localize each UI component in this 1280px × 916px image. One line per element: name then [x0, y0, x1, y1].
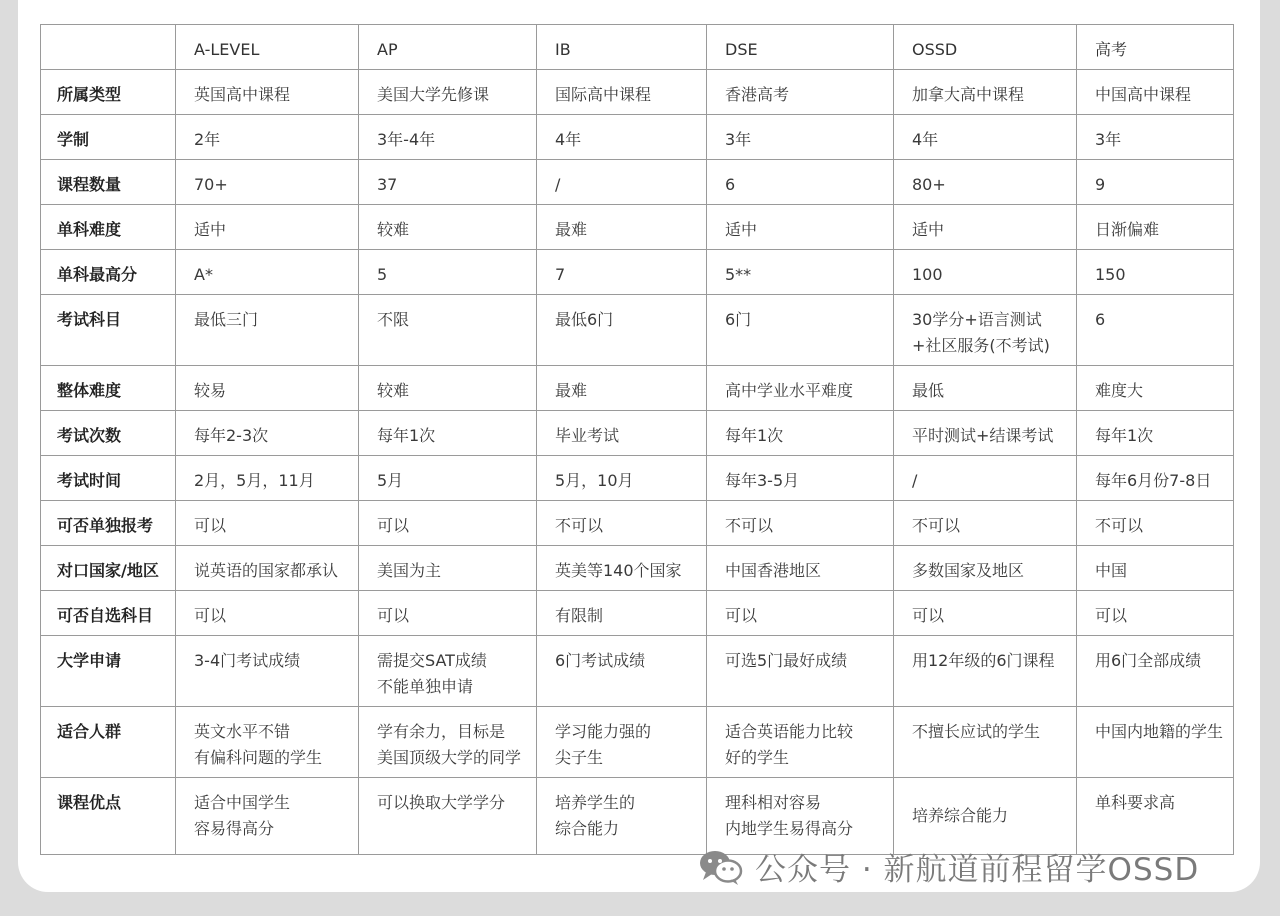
- table-cell: 每年3-5月: [707, 456, 894, 501]
- table-row: [41, 250, 1234, 295]
- table-cell: 培养综合能力: [894, 778, 1077, 855]
- table-cell: 需提交SAT成绩 不能单独申请: [359, 636, 537, 707]
- table-cell: 美国为主: [359, 546, 537, 591]
- table-cell: /: [894, 456, 1077, 501]
- table-cell: 每年1次: [707, 411, 894, 456]
- table-cell: 可以: [359, 501, 537, 546]
- table-cell: 英国高中课程: [176, 70, 359, 115]
- table-cell: 不可以: [707, 501, 894, 546]
- table-cell: 难度大: [1077, 366, 1234, 411]
- watermark-text: 公众号 · 新航道前程留学OSSD: [755, 852, 1200, 888]
- table-cell: 毕业考试: [537, 411, 707, 456]
- table-cell: 6: [1077, 295, 1234, 366]
- table-cell: 可以: [1077, 591, 1234, 636]
- table-cell: 适中: [707, 205, 894, 250]
- table-row: [41, 205, 1234, 250]
- table-cell: 6门考试成绩: [537, 636, 707, 707]
- table-cell: 每年1次: [359, 411, 537, 456]
- table-cell: 3-4门考试成绩: [176, 636, 359, 707]
- table-cell: 理科相对容易 内地学生易得高分: [707, 778, 894, 855]
- table-cell: 最低: [894, 366, 1077, 411]
- table-cell: 英美等140个国家: [537, 546, 707, 591]
- table-cell: 可以换取大学学分: [359, 778, 537, 855]
- row-label: 学制: [41, 115, 176, 160]
- table-cell: 可以: [359, 591, 537, 636]
- table-cell: 9: [1077, 160, 1234, 205]
- table-cell: A*: [176, 250, 359, 295]
- table-cell: 用6门全部成绩: [1077, 636, 1234, 707]
- table-cell: 说英语的国家都承认: [176, 546, 359, 591]
- table-cell: 30学分+语言测试 +社区服务(不考试): [894, 295, 1077, 366]
- comparison-table: [40, 24, 1234, 855]
- row-label: 课程优点: [41, 778, 176, 855]
- table-cell: 适中: [894, 205, 1077, 250]
- table-cell: 5: [359, 250, 537, 295]
- table-cell: 每年1次: [1077, 411, 1234, 456]
- table-cell: 可选5门最好成绩: [707, 636, 894, 707]
- table-row: [41, 636, 1234, 707]
- row-label: 课程数量: [41, 160, 176, 205]
- watermark: [697, 844, 1199, 889]
- table-cell: 学习能力强的 尖子生: [537, 707, 707, 778]
- table-cell: 3年-4年: [359, 115, 537, 160]
- table-cell: 2年: [176, 115, 359, 160]
- table-cell: 日渐偏难: [1077, 205, 1234, 250]
- table-cell: 80+: [894, 160, 1077, 205]
- column-header: 高考: [1077, 25, 1234, 70]
- table-row: [41, 411, 1234, 456]
- table-cell: 5月: [359, 456, 537, 501]
- wechat-icon: [697, 847, 745, 887]
- row-label: 单科最高分: [41, 250, 176, 295]
- table-cell: 最难: [537, 205, 707, 250]
- table-cell: 英文水平不错 有偏科问题的学生: [176, 707, 359, 778]
- table-cell: 培养学生的 综合能力: [537, 778, 707, 855]
- column-header: DSE: [707, 25, 894, 70]
- table-cell: 美国大学先修课: [359, 70, 537, 115]
- table-cell: 不可以: [894, 501, 1077, 546]
- table-cell: 单科要求高: [1077, 778, 1234, 855]
- table-row: [41, 707, 1234, 778]
- table-row: [41, 366, 1234, 411]
- table-cell: 150: [1077, 250, 1234, 295]
- table-row: [41, 591, 1234, 636]
- column-header: OSSD: [894, 25, 1077, 70]
- table-cell: 4年: [537, 115, 707, 160]
- table-cell: 5月，10月: [537, 456, 707, 501]
- row-label: 可否单独报考: [41, 501, 176, 546]
- table-cell: 中国内地籍的学生: [1077, 707, 1234, 778]
- row-label: 考试科目: [41, 295, 176, 366]
- table-cell: 3年: [707, 115, 894, 160]
- table-cell: 较易: [176, 366, 359, 411]
- table-cell: 中国香港地区: [707, 546, 894, 591]
- table-cell: 5**: [707, 250, 894, 295]
- row-label: 对口国家/地区: [41, 546, 176, 591]
- table-cell: 用12年级的6门课程: [894, 636, 1077, 707]
- table-cell: 可以: [894, 591, 1077, 636]
- table-cell: 高中学业水平难度: [707, 366, 894, 411]
- table-cell: 不擅长应试的学生: [894, 707, 1077, 778]
- table-cell: 2月，5月，11月: [176, 456, 359, 501]
- table-cell: 适合中国学生 容易得高分: [176, 778, 359, 855]
- row-label: 整体难度: [41, 366, 176, 411]
- table-cell: 100: [894, 250, 1077, 295]
- table-cell: 中国高中课程: [1077, 70, 1234, 115]
- table-row: [41, 501, 1234, 546]
- table-row: [41, 160, 1234, 205]
- column-header: A-LEVEL: [176, 25, 359, 70]
- table-header-row: [41, 25, 1234, 70]
- table-row: [41, 115, 1234, 160]
- table-cell: 3年: [1077, 115, 1234, 160]
- table-cell: 平时测试+结课考试: [894, 411, 1077, 456]
- table-cell: 70+: [176, 160, 359, 205]
- table-row: [41, 295, 1234, 366]
- row-label: 单科难度: [41, 205, 176, 250]
- table-cell: 7: [537, 250, 707, 295]
- table-cell: 37: [359, 160, 537, 205]
- table-cell: 最难: [537, 366, 707, 411]
- table-cell: 较难: [359, 366, 537, 411]
- table-cell: 最低三门: [176, 295, 359, 366]
- table-row: [41, 778, 1234, 855]
- table-cell: 不限: [359, 295, 537, 366]
- table-cell: 可以: [176, 591, 359, 636]
- table-cell: 学有余力，目标是 美国顶级大学的同学: [359, 707, 537, 778]
- table-cell: 有限制: [537, 591, 707, 636]
- row-label: 考试次数: [41, 411, 176, 456]
- table-cell: 最低6门: [537, 295, 707, 366]
- table-cell: 加拿大高中课程: [894, 70, 1077, 115]
- table-cell: 不可以: [537, 501, 707, 546]
- table-row: [41, 546, 1234, 591]
- table-cell: 每年6月份7-8日: [1077, 456, 1234, 501]
- table-cell: /: [537, 160, 707, 205]
- table-row: [41, 70, 1234, 115]
- row-label: 所属类型: [41, 70, 176, 115]
- header-corner: [41, 25, 176, 70]
- table-row: [41, 456, 1234, 501]
- table-cell: 香港高考: [707, 70, 894, 115]
- table-cell: 6门: [707, 295, 894, 366]
- table-cell: 适合英语能力比较 好的学生: [707, 707, 894, 778]
- table-cell: 每年2-3次: [176, 411, 359, 456]
- column-header: AP: [359, 25, 537, 70]
- table-cell: 较难: [359, 205, 537, 250]
- row-label: 适合人群: [41, 707, 176, 778]
- table-cell: 6: [707, 160, 894, 205]
- table-cell: 可以: [176, 501, 359, 546]
- table-cell: 国际高中课程: [537, 70, 707, 115]
- table-cell: 不可以: [1077, 501, 1234, 546]
- row-label: 大学申请: [41, 636, 176, 707]
- table-cell: 可以: [707, 591, 894, 636]
- table-cell: 多数国家及地区: [894, 546, 1077, 591]
- row-label: 可否自选科目: [41, 591, 176, 636]
- table-cell: 适中: [176, 205, 359, 250]
- table-cell: 中国: [1077, 546, 1234, 591]
- table-cell: 4年: [894, 115, 1077, 160]
- row-label: 考试时间: [41, 456, 176, 501]
- column-header: IB: [537, 25, 707, 70]
